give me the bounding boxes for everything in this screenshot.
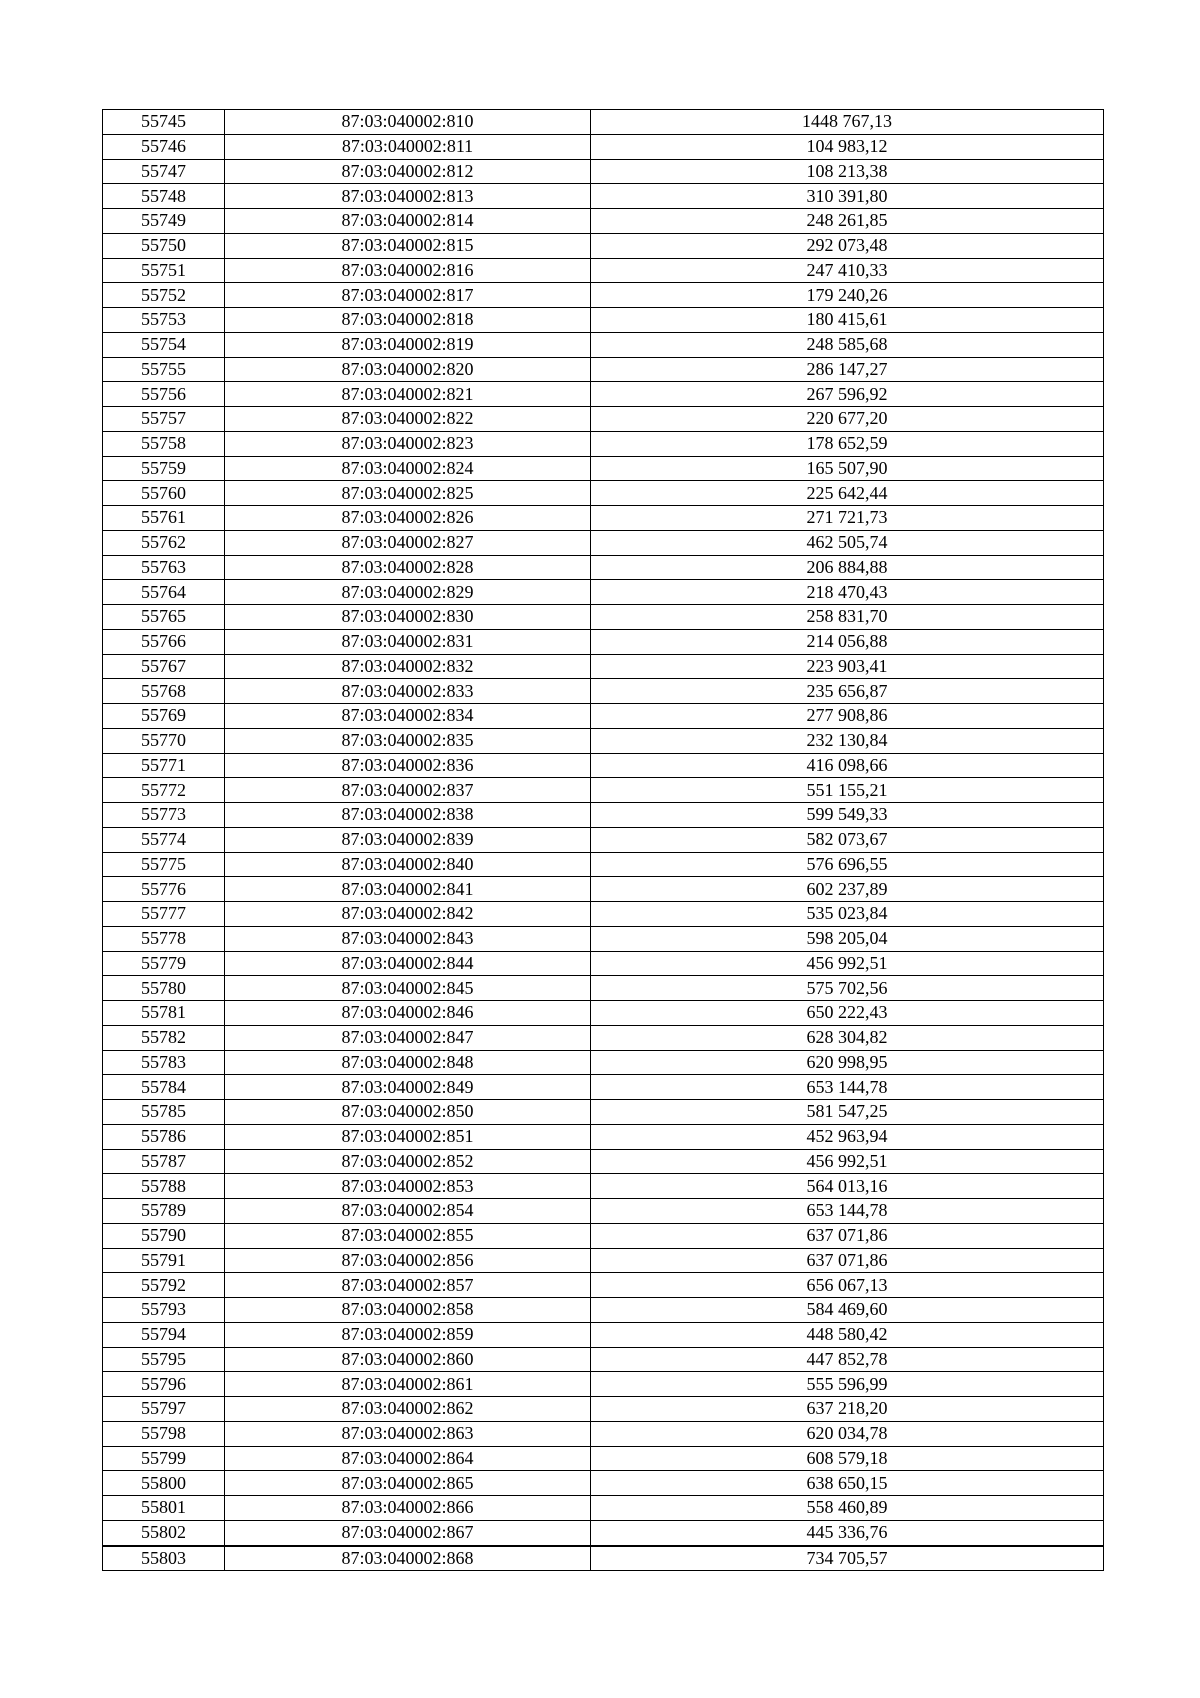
cadastral-number-cell: 87:03:040002:835 [225, 728, 591, 753]
cadastral-value-cell: 445 336,76 [591, 1520, 1104, 1545]
cadastral-number-cell: 87:03:040002:830 [225, 605, 591, 630]
table-row [103, 308, 1104, 333]
cadastral-value-cell: 599 549,33 [591, 803, 1104, 828]
cadastral-number-cell: 87:03:040002:855 [225, 1223, 591, 1248]
row-number-cell: 55784 [103, 1075, 225, 1100]
row-number-cell: 55747 [103, 159, 225, 184]
cadastral-value-cell: 558 460,89 [591, 1496, 1104, 1521]
cadastral-value-cell: 734 705,57 [591, 1546, 1104, 1571]
table-row [103, 926, 1104, 951]
cadastral-value-cell: 456 992,51 [591, 951, 1104, 976]
cadastral-number-cell: 87:03:040002:867 [225, 1520, 591, 1545]
table-row [103, 481, 1104, 506]
cadastral-value-cell: 575 702,56 [591, 976, 1104, 1001]
cadastral-value-cell: 218 470,43 [591, 580, 1104, 605]
cadastral-number-cell: 87:03:040002:843 [225, 926, 591, 951]
row-number-cell: 55772 [103, 778, 225, 803]
row-number-cell: 55773 [103, 803, 225, 828]
cadastral-number-cell: 87:03:040002:846 [225, 1001, 591, 1026]
row-number-cell: 55745 [103, 110, 225, 135]
table-row [103, 753, 1104, 778]
row-number-cell: 55764 [103, 580, 225, 605]
row-number-cell: 55790 [103, 1223, 225, 1248]
row-number-cell: 55795 [103, 1347, 225, 1372]
cadastral-value-cell: 286 147,27 [591, 357, 1104, 382]
table-row [103, 803, 1104, 828]
row-number-cell: 55793 [103, 1298, 225, 1323]
table-row [103, 382, 1104, 407]
table-row [103, 1372, 1104, 1397]
cadastral-number-cell: 87:03:040002:840 [225, 852, 591, 877]
cadastral-number-cell: 87:03:040002:841 [225, 877, 591, 902]
table-row [103, 1446, 1104, 1471]
cadastral-value-cell: 104 983,12 [591, 134, 1104, 159]
row-number-cell: 55771 [103, 753, 225, 778]
cadastral-value-cell: 179 240,26 [591, 283, 1104, 308]
cadastral-value-cell: 653 144,78 [591, 1199, 1104, 1224]
cadastral-value-cell: 653 144,78 [591, 1075, 1104, 1100]
cadastral-value-cell: 165 507,90 [591, 456, 1104, 481]
cadastral-value-cell: 178 652,59 [591, 431, 1104, 456]
cadastral-number-cell: 87:03:040002:864 [225, 1446, 591, 1471]
row-number-cell: 55765 [103, 605, 225, 630]
row-number-cell: 55752 [103, 283, 225, 308]
table-row [103, 431, 1104, 456]
row-number-cell: 55785 [103, 1100, 225, 1125]
cadastral-value-cell: 214 056,88 [591, 629, 1104, 654]
cadastral-value-cell: 628 304,82 [591, 1025, 1104, 1050]
cadastral-number-cell: 87:03:040002:818 [225, 308, 591, 333]
cadastral-number-cell: 87:03:040002:832 [225, 654, 591, 679]
cadastral-number-cell: 87:03:040002:861 [225, 1372, 591, 1397]
cadastral-value-cell: 638 650,15 [591, 1471, 1104, 1496]
cadastral-number-cell: 87:03:040002:847 [225, 1025, 591, 1050]
cadastral-number-cell: 87:03:040002:862 [225, 1397, 591, 1422]
cadastral-value-cell: 551 155,21 [591, 778, 1104, 803]
cadastral-number-cell: 87:03:040002:849 [225, 1075, 591, 1100]
table-row [103, 629, 1104, 654]
cadastral-number-cell: 87:03:040002:852 [225, 1149, 591, 1174]
table-row [103, 1248, 1104, 1273]
cadastral-value-cell: 206 884,88 [591, 555, 1104, 580]
cadastral-value-cell: 247 410,33 [591, 258, 1104, 283]
row-number-cell: 55769 [103, 704, 225, 729]
cadastral-value-cell: 448 580,42 [591, 1322, 1104, 1347]
cadastral-number-cell: 87:03:040002:860 [225, 1347, 591, 1372]
table-row [103, 679, 1104, 704]
cadastral-number-cell: 87:03:040002:838 [225, 803, 591, 828]
table-row [103, 1546, 1104, 1571]
cadastral-value-cell: 576 696,55 [591, 852, 1104, 877]
cadastral-value-cell: 310 391,80 [591, 184, 1104, 209]
row-number-cell: 55755 [103, 357, 225, 382]
cadastral-number-cell: 87:03:040002:817 [225, 283, 591, 308]
table-row [103, 1199, 1104, 1224]
table-row [103, 1496, 1104, 1521]
row-number-cell: 55775 [103, 852, 225, 877]
table-row [103, 530, 1104, 555]
cadastral-value-cell: 535 023,84 [591, 902, 1104, 927]
cadastral-number-cell: 87:03:040002:828 [225, 555, 591, 580]
cadastral-number-cell: 87:03:040002:845 [225, 976, 591, 1001]
row-number-cell: 55799 [103, 1446, 225, 1471]
cadastral-number-cell: 87:03:040002:834 [225, 704, 591, 729]
table-row [103, 110, 1104, 135]
table-row [103, 1075, 1104, 1100]
cadastral-value-cell: 271 721,73 [591, 506, 1104, 531]
cadastral-value-table [102, 109, 1104, 1571]
cadastral-value-cell: 564 013,16 [591, 1174, 1104, 1199]
cadastral-number-cell: 87:03:040002:827 [225, 530, 591, 555]
table-row [103, 951, 1104, 976]
cadastral-number-cell: 87:03:040002:865 [225, 1471, 591, 1496]
cadastral-number-cell: 87:03:040002:816 [225, 258, 591, 283]
cadastral-value-cell: 584 469,60 [591, 1298, 1104, 1323]
cadastral-value-cell: 637 071,86 [591, 1248, 1104, 1273]
row-number-cell: 55781 [103, 1001, 225, 1026]
cadastral-number-cell: 87:03:040002:815 [225, 233, 591, 258]
table-row [103, 258, 1104, 283]
row-number-cell: 55749 [103, 209, 225, 234]
cadastral-value-cell: 452 963,94 [591, 1124, 1104, 1149]
cadastral-number-cell: 87:03:040002:853 [225, 1174, 591, 1199]
cadastral-number-cell: 87:03:040002:857 [225, 1273, 591, 1298]
cadastral-number-cell: 87:03:040002:812 [225, 159, 591, 184]
cadastral-number-cell: 87:03:040002:819 [225, 332, 591, 357]
cadastral-value-cell: 582 073,67 [591, 827, 1104, 852]
cadastral-number-cell: 87:03:040002:813 [225, 184, 591, 209]
cadastral-value-cell: 637 071,86 [591, 1223, 1104, 1248]
cadastral-number-cell: 87:03:040002:850 [225, 1100, 591, 1125]
table-row [103, 704, 1104, 729]
table-row [103, 134, 1104, 159]
row-number-cell: 55762 [103, 530, 225, 555]
cadastral-value-cell: 581 547,25 [591, 1100, 1104, 1125]
row-number-cell: 55777 [103, 902, 225, 927]
table-row [103, 1520, 1104, 1545]
cadastral-number-cell: 87:03:040002:858 [225, 1298, 591, 1323]
table-row [103, 1298, 1104, 1323]
table-row [103, 1149, 1104, 1174]
row-number-cell: 55770 [103, 728, 225, 753]
table-row [103, 332, 1104, 357]
table-row [103, 1100, 1104, 1125]
table-row [103, 1322, 1104, 1347]
cadastral-value-cell: 292 073,48 [591, 233, 1104, 258]
table-row [103, 1001, 1104, 1026]
table-row [103, 1273, 1104, 1298]
cadastral-number-cell: 87:03:040002:863 [225, 1421, 591, 1446]
cadastral-number-cell: 87:03:040002:831 [225, 629, 591, 654]
table-row [103, 407, 1104, 432]
cadastral-value-cell: 232 130,84 [591, 728, 1104, 753]
cadastral-number-cell: 87:03:040002:823 [225, 431, 591, 456]
table-row [103, 902, 1104, 927]
row-number-cell: 55789 [103, 1199, 225, 1224]
cadastral-number-cell: 87:03:040002:848 [225, 1050, 591, 1075]
cadastral-value-cell: 620 998,95 [591, 1050, 1104, 1075]
table-row [103, 728, 1104, 753]
table-row [103, 1471, 1104, 1496]
cadastral-value-cell: 277 908,86 [591, 704, 1104, 729]
cadastral-value-cell: 1448 767,13 [591, 110, 1104, 135]
table-row [103, 877, 1104, 902]
row-number-cell: 55754 [103, 332, 225, 357]
cadastral-number-cell: 87:03:040002:810 [225, 110, 591, 135]
row-number-cell: 55791 [103, 1248, 225, 1273]
table-row [103, 654, 1104, 679]
row-number-cell: 55776 [103, 877, 225, 902]
cadastral-number-cell: 87:03:040002:839 [225, 827, 591, 852]
cadastral-value-cell: 447 852,78 [591, 1347, 1104, 1372]
table-row [103, 159, 1104, 184]
cadastral-value-cell: 456 992,51 [591, 1149, 1104, 1174]
row-number-cell: 55767 [103, 654, 225, 679]
cadastral-number-cell: 87:03:040002:836 [225, 753, 591, 778]
cadastral-number-cell: 87:03:040002:829 [225, 580, 591, 605]
cadastral-value-cell: 180 415,61 [591, 308, 1104, 333]
row-number-cell: 55756 [103, 382, 225, 407]
cadastral-value-cell: 598 205,04 [591, 926, 1104, 951]
row-number-cell: 55782 [103, 1025, 225, 1050]
cadastral-number-cell: 87:03:040002:859 [225, 1322, 591, 1347]
cadastral-value-cell: 656 067,13 [591, 1273, 1104, 1298]
cadastral-value-cell: 602 237,89 [591, 877, 1104, 902]
table-row [103, 1124, 1104, 1149]
table-row [103, 184, 1104, 209]
cadastral-value-cell: 220 677,20 [591, 407, 1104, 432]
cadastral-number-cell: 87:03:040002:842 [225, 902, 591, 927]
row-number-cell: 55800 [103, 1471, 225, 1496]
row-number-cell: 55751 [103, 258, 225, 283]
row-number-cell: 55753 [103, 308, 225, 333]
row-number-cell: 55761 [103, 506, 225, 531]
cadastral-value-cell: 416 098,66 [591, 753, 1104, 778]
row-number-cell: 55746 [103, 134, 225, 159]
cadastral-value-cell: 650 222,43 [591, 1001, 1104, 1026]
table-row [103, 506, 1104, 531]
table-row [103, 1421, 1104, 1446]
cadastral-value-cell: 267 596,92 [591, 382, 1104, 407]
cadastral-value-cell: 108 213,38 [591, 159, 1104, 184]
table-row [103, 1223, 1104, 1248]
table-row [103, 456, 1104, 481]
cadastral-number-cell: 87:03:040002:814 [225, 209, 591, 234]
row-number-cell: 55798 [103, 1421, 225, 1446]
row-number-cell: 55779 [103, 951, 225, 976]
cadastral-value-cell: 223 903,41 [591, 654, 1104, 679]
table-body [103, 110, 1104, 1571]
row-number-cell: 55786 [103, 1124, 225, 1149]
row-number-cell: 55787 [103, 1149, 225, 1174]
cadastral-value-cell: 462 505,74 [591, 530, 1104, 555]
table-row [103, 778, 1104, 803]
row-number-cell: 55750 [103, 233, 225, 258]
row-number-cell: 55801 [103, 1496, 225, 1521]
row-number-cell: 55774 [103, 827, 225, 852]
row-number-cell: 55783 [103, 1050, 225, 1075]
table-row [103, 1347, 1104, 1372]
table-row [103, 852, 1104, 877]
cadastral-number-cell: 87:03:040002:833 [225, 679, 591, 704]
table-row [103, 976, 1104, 1001]
cadastral-number-cell: 87:03:040002:868 [225, 1546, 591, 1571]
table-row [103, 1397, 1104, 1422]
cadastral-number-cell: 87:03:040002:856 [225, 1248, 591, 1273]
cadastral-number-cell: 87:03:040002:854 [225, 1199, 591, 1224]
row-number-cell: 55759 [103, 456, 225, 481]
table-row [103, 827, 1104, 852]
table-row [103, 233, 1104, 258]
cadastral-number-cell: 87:03:040002:866 [225, 1496, 591, 1521]
row-number-cell: 55758 [103, 431, 225, 456]
cadastral-number-cell: 87:03:040002:837 [225, 778, 591, 803]
cadastral-value-cell: 235 656,87 [591, 679, 1104, 704]
table-row [103, 1025, 1104, 1050]
row-number-cell: 55778 [103, 926, 225, 951]
table-row [103, 1174, 1104, 1199]
cadastral-value-cell: 225 642,44 [591, 481, 1104, 506]
table-row [103, 1050, 1104, 1075]
cadastral-number-cell: 87:03:040002:821 [225, 382, 591, 407]
table-row [103, 357, 1104, 382]
cadastral-number-cell: 87:03:040002:824 [225, 456, 591, 481]
row-number-cell: 55802 [103, 1520, 225, 1545]
row-number-cell: 55768 [103, 679, 225, 704]
row-number-cell: 55780 [103, 976, 225, 1001]
cadastral-value-cell: 248 261,85 [591, 209, 1104, 234]
table-row [103, 555, 1104, 580]
cadastral-value-cell: 248 585,68 [591, 332, 1104, 357]
table-row [103, 209, 1104, 234]
cadastral-number-cell: 87:03:040002:851 [225, 1124, 591, 1149]
cadastral-number-cell: 87:03:040002:825 [225, 481, 591, 506]
row-number-cell: 55757 [103, 407, 225, 432]
cadastral-number-cell: 87:03:040002:811 [225, 134, 591, 159]
row-number-cell: 55803 [103, 1546, 225, 1571]
table-row [103, 605, 1104, 630]
row-number-cell: 55797 [103, 1397, 225, 1422]
cadastral-number-cell: 87:03:040002:822 [225, 407, 591, 432]
row-number-cell: 55763 [103, 555, 225, 580]
cadastral-value-cell: 608 579,18 [591, 1446, 1104, 1471]
table-row [103, 580, 1104, 605]
row-number-cell: 55796 [103, 1372, 225, 1397]
cadastral-number-cell: 87:03:040002:844 [225, 951, 591, 976]
row-number-cell: 55760 [103, 481, 225, 506]
cadastral-value-cell: 637 218,20 [591, 1397, 1104, 1422]
table-row [103, 283, 1104, 308]
cadastral-number-cell: 87:03:040002:820 [225, 357, 591, 382]
cadastral-value-cell: 620 034,78 [591, 1421, 1104, 1446]
row-number-cell: 55788 [103, 1174, 225, 1199]
row-number-cell: 55794 [103, 1322, 225, 1347]
cadastral-value-cell: 555 596,99 [591, 1372, 1104, 1397]
cadastral-number-cell: 87:03:040002:826 [225, 506, 591, 531]
row-number-cell: 55766 [103, 629, 225, 654]
cadastral-value-cell: 258 831,70 [591, 605, 1104, 630]
row-number-cell: 55748 [103, 184, 225, 209]
row-number-cell: 55792 [103, 1273, 225, 1298]
